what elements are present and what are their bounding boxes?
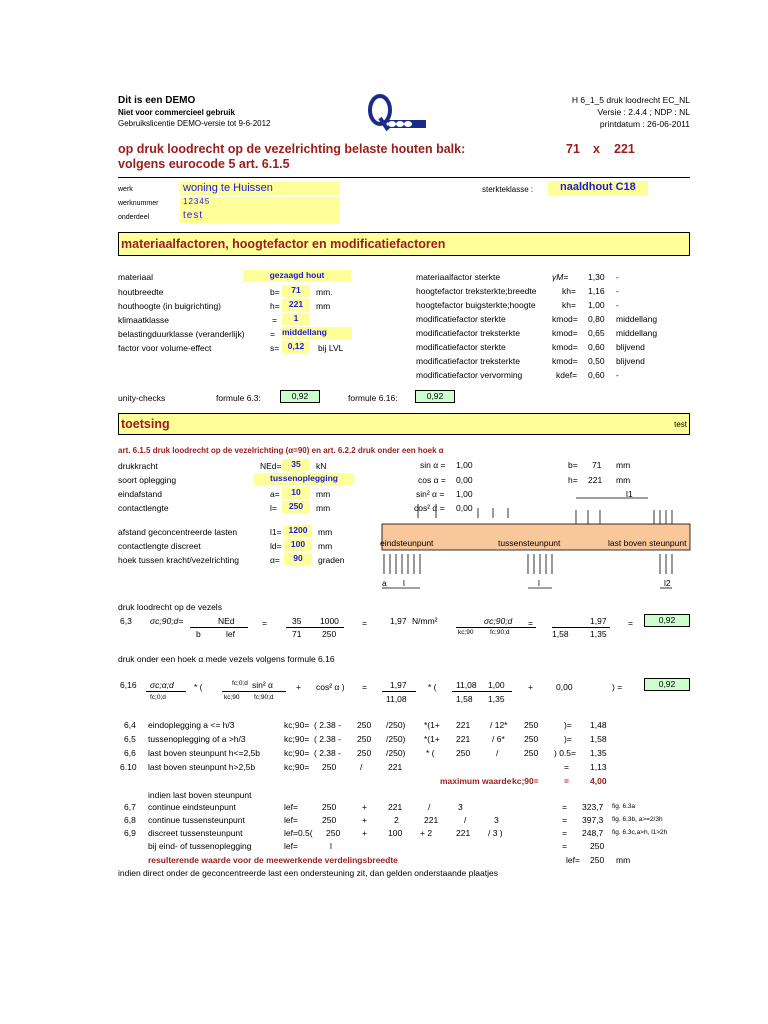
- f63-v71: 71: [292, 629, 302, 639]
- f63-sigma2: σc;90;d: [484, 616, 513, 626]
- kc-label-1: tussenoplegging of a >h/3: [148, 734, 246, 744]
- lef-label-2: discreet tussensteunpunt: [148, 828, 243, 838]
- contactlengte-input[interactable]: 250: [282, 501, 310, 513]
- lef-label-0: continue eindsteunpunt: [148, 802, 236, 812]
- werknummer-label: werknummer: [118, 200, 159, 207]
- lef-eq-2: =: [562, 828, 567, 838]
- lef-footer-note: indien direct onder de geconcentreerde last een ondersteuning zit, dan gelden onderstaande plaatjes: [118, 868, 498, 878]
- lef-c3-1: 2: [394, 815, 399, 825]
- lef-c4-1: 221: [424, 815, 439, 825]
- factor-value-2: 1,00: [588, 300, 605, 310]
- dim-h: 221: [614, 142, 635, 156]
- f63-ned: NEd: [218, 616, 235, 626]
- row-eindafstand-label: eindafstand: [118, 489, 162, 499]
- kc-c7-0: 250: [524, 720, 539, 730]
- section-toetsing-title: toetsing: [121, 417, 170, 431]
- f63-result: 1,97: [390, 616, 407, 626]
- row-eindafstand-sym: a=: [270, 489, 280, 499]
- kc-c1-1: ( 2.38 -: [314, 734, 341, 744]
- b-unit: mm: [616, 460, 631, 470]
- kc-sym-0: kc;90=: [284, 720, 310, 730]
- f616-v7: 0,00: [556, 682, 573, 692]
- kc-c2-2: 250: [357, 748, 372, 758]
- kc-c4-2: * (: [426, 748, 435, 758]
- lef-fig-0: fig. 6.3a: [612, 803, 636, 810]
- beam-label-l2: l2: [664, 578, 671, 588]
- row-afstand-sym: l1=: [270, 527, 282, 537]
- row-hoek-sym: α=: [270, 555, 280, 565]
- f616-plus: +: [296, 682, 301, 692]
- kc-c1-2: ( 2.38 -: [314, 748, 341, 758]
- row-belasting-label: belastingduurklasse (veranderlijk): [118, 329, 245, 339]
- lef-c6-1: 3: [494, 815, 499, 825]
- kc-c2-3: /: [360, 762, 363, 772]
- kc-c4-0: *(1+: [424, 720, 440, 730]
- f63-eq2: =: [362, 618, 367, 628]
- factor-sym-5: kmod=: [552, 342, 578, 352]
- b-val: 71: [592, 460, 602, 470]
- factor-value-7: 0,60: [588, 370, 605, 380]
- lef-res-2: 248,7: [582, 828, 604, 838]
- lef-label-3: bij eind- of tussenoplegging: [148, 841, 252, 851]
- factor-label-0: materiaalfactor sterkte: [416, 272, 501, 282]
- lef-sym-3: lef=: [284, 841, 298, 851]
- factor-note-1: -: [616, 286, 619, 296]
- lef-c6-2: / 3 ): [488, 828, 503, 838]
- logo-text: [378, 104, 379, 105]
- row-discreet-label: contactlengte discreet: [118, 541, 201, 551]
- lef-c1-0: 250: [322, 802, 337, 812]
- f616-cos: cos² α ): [316, 682, 345, 692]
- row-hoek-label: hoek tussen kracht/vezelrichting: [118, 555, 239, 565]
- lef-c4-2: + 2: [420, 828, 433, 838]
- f616-v1: 1,97: [390, 680, 407, 690]
- license-label: Gebruikslicentie DEMO-versie tot 9-6-2012: [118, 119, 271, 128]
- factor-sym-2: kh=: [562, 300, 576, 310]
- lef-sym-1: lef=: [284, 815, 298, 825]
- row-materiaal-label: materiaal: [118, 272, 153, 282]
- f616-label: formule 6.16:: [348, 393, 398, 403]
- section-toetsing-header: [118, 413, 690, 435]
- kc-c5-2: 250: [456, 748, 471, 758]
- lef-label-1: continue tussensteunpunt: [148, 815, 245, 825]
- f63-eq1: =: [262, 618, 267, 628]
- f616-star: * (: [194, 682, 203, 692]
- f616-num: 6,16: [120, 680, 137, 690]
- lef-num-0: 6,7: [124, 802, 136, 812]
- kc-sym-2: kc;90=: [284, 748, 310, 758]
- section-toetsing-tag: test: [674, 420, 687, 429]
- row-eindafstand-unit: mm: [316, 489, 331, 499]
- oplegging-select[interactable]: tussenoplegging: [254, 473, 354, 485]
- f63-v1000: 1000: [320, 616, 339, 626]
- not-commercial-label: Niet voor commercieel gebruik: [118, 108, 235, 117]
- trig-cos-val: 0,00: [456, 475, 473, 485]
- row-houthoogte-label: houthoogte (in buigrichting): [118, 301, 222, 311]
- lef-eq-1: =: [562, 815, 567, 825]
- trig-sin2-val: 1,00: [456, 489, 473, 499]
- lef-result-label: resulterende waarde voor de meewerkende verdelingsbreedte: [148, 855, 398, 865]
- row-afstand-label: afstand geconcentreerde lasten: [118, 527, 238, 537]
- f63-sigma: σc;90;d=: [150, 616, 184, 626]
- row-klimaat-label: klimaatklasse: [118, 315, 170, 325]
- houtbreedte-input[interactable]: 71: [282, 285, 310, 297]
- section-materiaal-title: materiaalfactoren, hoogtefactor en modificatiefactoren: [121, 237, 446, 251]
- f63-kc: kc;90: [458, 629, 474, 636]
- f63-v35: 35: [292, 616, 302, 626]
- art-heading: art. 6.1.5 druk loodrecht op de vezelrichting (α=90) en art. 6.2.2 druk onder een hoek α: [118, 446, 444, 455]
- trig-sin-val: 1,00: [456, 460, 473, 470]
- kc-c5-1: 221: [456, 734, 471, 744]
- kc-num-0: 6,4: [124, 720, 136, 730]
- row-volume-sym: s=: [270, 343, 280, 353]
- lef-heading: indien last boven steunpunt: [148, 790, 252, 800]
- kc-c8-2: ) 0.5=: [554, 748, 576, 758]
- doc-code: H 6_1_5 druk loodrecht EC_NL: [571, 95, 690, 105]
- trig-cos2-val: 0,00: [456, 503, 473, 513]
- belastingduur-select[interactable]: middellang: [282, 327, 352, 339]
- f63-fc: fc;90;d: [490, 629, 510, 636]
- kc-sym-1: kc;90=: [284, 734, 310, 744]
- drukkracht-input[interactable]: 35: [282, 459, 310, 471]
- factor-label-6: modificatiefactor treksterkte: [416, 356, 520, 366]
- row-drukkracht-label: drukkracht: [118, 461, 158, 471]
- lef-eq-3: =: [562, 841, 567, 851]
- f616-v6: 1,35: [488, 694, 505, 704]
- kc-res-1: 1,58: [590, 734, 607, 744]
- f616-fc90: fc;90;d: [254, 694, 274, 701]
- factor-note-7: -: [616, 370, 619, 380]
- f63-uc-result: 0,92: [644, 614, 690, 627]
- row-volume-label: factor voor volume-effect: [118, 343, 212, 353]
- h-unit: mm: [616, 475, 631, 485]
- f616-fc0b: fc;0;d: [232, 680, 248, 687]
- f63-r1: 1,97: [590, 616, 607, 626]
- hoek-input[interactable]: 90: [284, 553, 312, 565]
- row-hoek-unit: graden: [318, 555, 345, 565]
- factor-sym-0: γM=: [552, 272, 569, 282]
- factor-sym-7: kdef=: [556, 370, 578, 380]
- lef-num-1: 6,8: [124, 815, 136, 825]
- f63-eq4: =: [628, 618, 633, 628]
- factor-note-2: -: [616, 300, 619, 310]
- f616-uc-result: 0,92: [644, 678, 690, 691]
- werknummer-input[interactable]: 12345: [180, 197, 340, 209]
- factor-note-6: blijvend: [616, 356, 645, 366]
- f63-num: 6,3: [120, 616, 132, 626]
- factor-value-1: 1,16: [588, 286, 605, 296]
- f63-r2: 1,58: [552, 629, 569, 639]
- max-value: 4,00: [590, 776, 607, 786]
- row-houthoogte-unit: mm: [316, 301, 331, 311]
- factor-value-3: 0,80: [588, 314, 605, 324]
- h-sym: h=: [568, 475, 578, 485]
- lef-res-3: 250: [590, 841, 605, 851]
- max-eq: =: [564, 776, 569, 786]
- row-afstand-unit: mm: [318, 527, 333, 537]
- f63-r3: 1,35: [590, 629, 607, 639]
- lef-c1-2: 250: [326, 828, 341, 838]
- f63-title: druk loodrecht op de vezels: [118, 602, 222, 612]
- dim-x: x: [593, 142, 600, 156]
- factor-value-6: 0,50: [588, 356, 605, 366]
- lef-c2-2: +: [362, 828, 367, 838]
- lef-fig-1: fig. 6.3b, a>=2/3h: [612, 816, 663, 823]
- h-val: 221: [588, 475, 603, 485]
- f63-unity-value: 0,92: [280, 390, 320, 403]
- kc-res-0: 1,48: [590, 720, 607, 730]
- kc-res-3: 1,13: [590, 762, 607, 772]
- materiaal-select[interactable]: gezaagd hout: [243, 270, 351, 282]
- factor-note-3: middellang: [616, 314, 658, 324]
- f63-lef: lef: [226, 629, 235, 639]
- l1-label: l1: [626, 489, 633, 499]
- trig-cos2-sym: cos² α =: [414, 503, 445, 513]
- kc-c3-3: 221: [388, 762, 403, 772]
- row-volume-unit: bij LVL: [318, 343, 344, 353]
- version-label: Versie : 2.4.4 ; NDP : NL: [597, 107, 690, 117]
- lef-c5-2: 221: [456, 828, 471, 838]
- row-contactlengte-unit: mm: [316, 503, 331, 513]
- factor-value-4: 0,65: [588, 328, 605, 338]
- kc-res-2: 1,35: [590, 748, 607, 758]
- lef-result-val: 250: [590, 855, 605, 865]
- kc-c7-1: 250: [524, 734, 539, 744]
- f616-title: druk onder een hoek α mede vezels volgens formule 6.16: [118, 654, 335, 664]
- printdate-label: printdatum : 26-06-2011: [599, 119, 690, 129]
- volume-factor-input[interactable]: 0,12: [282, 341, 310, 353]
- page-title: op druk loodrecht op de vezelrichting belaste houten balk:: [118, 142, 466, 156]
- f616-eq: =: [362, 682, 367, 692]
- beam-diagram: [378, 496, 692, 600]
- lef-res-1: 397,3: [582, 815, 604, 825]
- max-sym: kc;90=: [512, 776, 539, 786]
- kc-label-0: eindoplegging a <= h/3: [148, 720, 235, 730]
- werk-label: werk: [118, 186, 133, 193]
- trig-cos-sym: cos α =: [418, 475, 446, 485]
- f616-sin: sin² α: [252, 680, 273, 690]
- f616-v2: 11,08: [386, 694, 407, 704]
- row-discreet-sym: ld=: [270, 541, 282, 551]
- klimaatklasse-input[interactable]: 1: [282, 313, 310, 325]
- row-drukkracht-unit: kN: [316, 461, 327, 471]
- factor-sym-3: kmod=: [552, 314, 578, 324]
- b-sym: b=: [568, 460, 578, 470]
- kc-c3-0: /250): [386, 720, 406, 730]
- discreet-input[interactable]: 100: [284, 539, 312, 551]
- lef-sym-2: lef=0.5(: [284, 828, 313, 838]
- kc-num-3: 6.10: [120, 762, 137, 772]
- f616-v4: 1,00: [488, 680, 505, 690]
- beam-label-eind: eindsteunpunt: [380, 538, 434, 548]
- row-houtbreedte-unit: mm.: [316, 287, 333, 297]
- afstand-input[interactable]: 1200: [284, 525, 312, 537]
- factor-value-0: 1,30: [588, 272, 605, 282]
- lef-num-2: 6,9: [124, 828, 136, 838]
- kc-c7-2: 250: [524, 748, 539, 758]
- sterkteklasse-select[interactable]: naaldhout C18: [548, 181, 648, 196]
- kc-num-1: 6,5: [124, 734, 136, 744]
- factor-sym-6: kmod=: [552, 356, 578, 366]
- demo-label: Dit is een DEMO: [118, 95, 196, 106]
- kc-c4-1: *(1+: [424, 734, 440, 744]
- kc-label-3: last boven steunpunt h>2,5b: [148, 762, 256, 772]
- factor-note-0: -: [616, 272, 619, 282]
- onderdeel-label: onderdeel: [118, 214, 150, 221]
- factor-label-7: modificatiefactor vervorming: [416, 370, 523, 380]
- f616-close: ) =: [612, 682, 623, 692]
- factor-sym-4: kmod=: [552, 328, 578, 338]
- kc-c8-1: )=: [564, 734, 572, 744]
- kc-c1-0: ( 2.38 -: [314, 720, 341, 730]
- dim-b: 71: [566, 142, 580, 156]
- werk-input[interactable]: woning te Huissen: [180, 182, 340, 195]
- page-subtitle: volgens eurocode 5 art. 6.1.5: [118, 157, 290, 171]
- beam-svg: [378, 496, 692, 600]
- lef-c1-3: l: [330, 841, 332, 851]
- beam-label-boven: last boven steunpunt: [608, 538, 687, 548]
- kc-c2-1: 250: [357, 734, 372, 744]
- section-materiaal-header: [118, 232, 690, 256]
- factor-value-5: 0,60: [588, 342, 605, 352]
- row-oplegging-label: soort oplegging: [118, 475, 177, 485]
- factor-label-2: hoogtefactor buigsterkte;hoogte: [416, 300, 536, 310]
- trig-sin-sym: sin α =: [420, 460, 446, 470]
- row-belasting-sym: =: [270, 329, 275, 339]
- max-label: maximum waarde: [440, 776, 512, 786]
- factor-label-5: modificatiefactor sterkte: [416, 342, 506, 352]
- kc-num-2: 6,6: [124, 748, 136, 758]
- beam-label-l: l: [403, 578, 405, 588]
- f616-v3: 11,08: [456, 680, 477, 690]
- f616-plus2: +: [528, 682, 533, 692]
- houthoogte-input[interactable]: 221: [282, 299, 310, 311]
- kc-c6-0: / 12*: [490, 720, 508, 730]
- trig-sin2-sym: sin² α =: [416, 489, 445, 499]
- f616-sigma: σc;α;d: [150, 680, 174, 690]
- row-contactlengte-sym: l=: [270, 503, 277, 513]
- row-contactlengte-label: contactlengte: [118, 503, 169, 513]
- row-drukkracht-sym: NEd=: [260, 461, 282, 471]
- factor-label-1: hoogtefactor treksterkte;breedte: [416, 286, 537, 296]
- kc-c2-0: 250: [357, 720, 372, 730]
- row-houtbreedte-sym: b=: [270, 287, 280, 297]
- f63-eq3: =: [528, 618, 533, 628]
- lef-result-sym: lef=: [566, 855, 580, 865]
- company-logo: [366, 92, 426, 134]
- beam-label-a: a: [382, 578, 387, 588]
- lef-result-unit: mm: [616, 855, 631, 865]
- lef-c5-0: 3: [458, 802, 463, 812]
- lef-c5-1: /: [464, 815, 467, 825]
- kc-label-2: last boven steunpunt h<=2,5b: [148, 748, 261, 758]
- lef-c2-1: +: [362, 815, 367, 825]
- f616-fc0: fc;0;d: [150, 694, 166, 701]
- lef-c3-0: 221: [388, 802, 403, 812]
- f63-v250: 250: [322, 629, 337, 639]
- eindafstand-input[interactable]: 10: [282, 487, 310, 499]
- row-houthoogte-sym: h=: [270, 301, 280, 311]
- row-houtbreedte-label: houtbreedte: [118, 287, 164, 297]
- row-klimaat-sym: =: [272, 315, 277, 325]
- kc-c1-3: 250: [322, 762, 337, 772]
- lef-sym-0: lef=: [284, 802, 298, 812]
- kc-sym-3: kc;90=: [284, 762, 310, 772]
- lef-c2-0: +: [362, 802, 367, 812]
- f616-star2: * (: [428, 682, 437, 692]
- kc-c6-2: /: [496, 748, 499, 758]
- lef-res-0: 323,7: [582, 802, 604, 812]
- unity-checks-label: unity-checks: [118, 393, 166, 403]
- lef-eq-0: =: [562, 802, 567, 812]
- sterkteklasse-label: sterkteklasse :: [482, 185, 534, 194]
- lef-c4-0: /: [428, 802, 431, 812]
- f63-unit: N/mm²: [412, 616, 438, 626]
- onderdeel-input[interactable]: test: [180, 210, 340, 223]
- lef-c1-1: 250: [322, 815, 337, 825]
- factor-label-3: modificatiefactor sterkte: [416, 314, 506, 324]
- factor-sym-1: kh=: [562, 286, 576, 296]
- factor-note-5: blijvend: [616, 342, 645, 352]
- lef-fig-2: fig. 6.3c,a>h, l1>2h: [612, 829, 668, 836]
- f63-b: b: [196, 629, 201, 639]
- f616-kc: kc;90: [224, 694, 240, 701]
- f616-unity-value: 0,92: [415, 390, 455, 403]
- f616-v5: 1,58: [456, 694, 473, 704]
- kc-c5-0: 221: [456, 720, 471, 730]
- kc-c3-1: /250): [386, 734, 406, 744]
- beam-label-l-mid: l: [538, 578, 540, 588]
- factor-label-4: modificatiefactor treksterkte: [416, 328, 520, 338]
- lef-c3-2: 100: [388, 828, 403, 838]
- factor-note-4: middellang: [616, 328, 658, 338]
- row-discreet-unit: mm: [318, 541, 333, 551]
- kc-c8-0: )=: [564, 720, 572, 730]
- kc-c8-3: =: [564, 762, 569, 772]
- beam-label-tussen: tussensteunpunt: [498, 538, 561, 548]
- kc-c3-2: /250): [386, 748, 406, 758]
- f63-label: formule 6.3:: [216, 393, 261, 403]
- kc-c6-1: / 6*: [492, 734, 505, 744]
